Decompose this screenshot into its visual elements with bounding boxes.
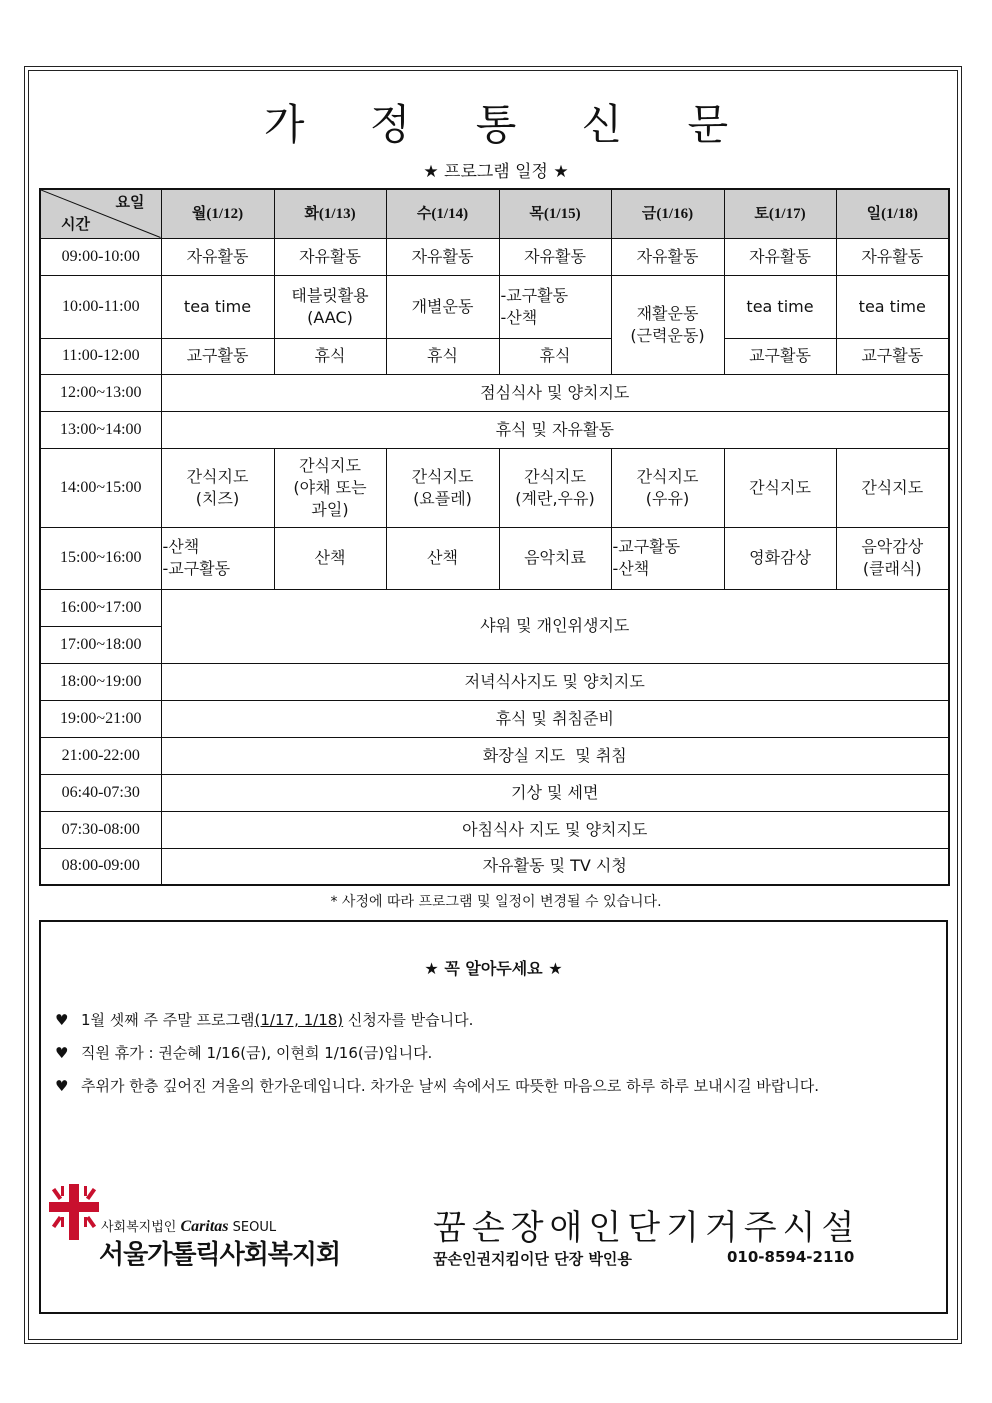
table-row [40,811,949,848]
table-row [40,848,949,885]
table-row [40,374,949,411]
notice-text: 신청자를 받습니다. [343,1011,474,1029]
activity-cell: 영화감상 [724,527,836,589]
merged-activity-cell: 휴식 및 자유활동 [161,411,949,448]
table-row [40,589,949,626]
logo-caritas: Caritas [180,1218,229,1235]
notice-box [39,920,948,1314]
activity-cell: 자유활동 [724,238,836,275]
activity-cell: 간식지도 (치즈) [161,448,274,527]
day-header: 화(1/13) [274,189,386,238]
notice-text: 1월 셋째 주 주말 프로그램 [81,1011,255,1029]
activity-cell: 간식지도 (우유) [611,448,724,527]
notice-underlined-text: (1/17, 1/18) [254,1011,344,1029]
time-cell: 13:00~14:00 [40,411,161,448]
time-cell: 06:40-07:30 [40,774,161,811]
merged-activity-cell: 화장실 지도 및 취침 [161,737,949,774]
activity-cell: 간식지도 (요플레) [386,448,499,527]
activity-cell: 개별운동 [386,275,499,338]
table-row [40,411,949,448]
corner-day-label: 요일 [115,195,145,211]
merged-activity-cell: 샤워 및 개인위생지도 [161,589,949,663]
heart-icon: ♥ [55,1077,69,1095]
activity-cell: tea time [836,275,949,338]
merged-activity-cell: 저녁식사지도 및 양치지도 [161,663,949,700]
time-cell: 15:00~16:00 [40,527,161,589]
cross-logo-icon [49,1184,99,1240]
notice-item [55,1070,925,1103]
time-cell: 14:00~15:00 [40,448,161,527]
activity-cell: 간식지도 (야채 또는 과일) [274,448,386,527]
activity-cell: -교구활동 -산책 [611,527,724,589]
logo-org-name: 서울가톨릭사회복지회 [99,1240,341,1270]
day-header: 일(1/18) [836,189,949,238]
schedule-table [39,188,950,886]
merged-activity-cell: 휴식 및 취침준비 [161,700,949,737]
activity-cell: 산책 [386,527,499,589]
day-header: 목(1/15) [499,189,611,238]
logo-seoul: SEOUL [232,1220,277,1235]
heart-icon: ♥ [55,1044,69,1062]
notice-text: 직원 휴가 : 권순혜 1/16(금), 이현희 1/16(금)입니다. [81,1044,433,1062]
activity-cell: 자유활동 [161,238,274,275]
table-row [40,527,949,589]
activity-cell: 간식지도 [836,448,949,527]
table-row [40,448,949,527]
header-row [40,189,949,238]
corner-header [40,189,161,238]
merged-activity-cell: 기상 및 세면 [161,774,949,811]
table-row [40,700,949,737]
activity-cell: 자유활동 [386,238,499,275]
notice-item [55,1004,925,1037]
table-row [40,774,949,811]
merged-activity-cell: 자유활동 및 TV 시청 [161,848,949,885]
notice-item [55,1037,925,1070]
day-header: 월(1/12) [161,189,274,238]
activity-cell: 교구활동 [724,338,836,374]
activity-cell: 휴식 [386,338,499,374]
time-cell: 21:00-22:00 [40,737,161,774]
activity-cell: 자유활동 [836,238,949,275]
leader-name: 꿈손인권지킴이단 단장 박인용 [433,1250,632,1268]
activity-cell: 휴식 [274,338,386,374]
activity-cell: 재활운동 (근력운동) [611,275,724,374]
table-row [40,737,949,774]
day-header: 금(1/16) [611,189,724,238]
notice-text: 추위가 한층 깊어진 겨울의 한가운데입니다. 차가운 날씨 속에서도 따뜻한 마음으로 하루 하루 보내시길 바랍니다. [81,1077,820,1095]
time-cell: 11:00-12:00 [40,338,161,374]
table-row [40,238,949,275]
facility-name: 꿈손장애인단기거주시설 [433,1208,861,1248]
phone-number: 010-8594-2110 [727,1248,855,1266]
activity-cell: 교구활동 [836,338,949,374]
day-header: 수(1/14) [386,189,499,238]
caritas-cross-logo [49,1184,99,1244]
time-cell: 19:00~21:00 [40,700,161,737]
activity-cell: 자유활동 [611,238,724,275]
activity-cell: 휴식 [499,338,611,374]
activity-cell: 음악감상 (클래식) [836,527,949,589]
activity-cell: -산책 -교구활동 [161,527,274,589]
table-row [40,275,949,338]
activity-cell: 자유활동 [274,238,386,275]
time-cell: 18:00~19:00 [40,663,161,700]
activity-cell: 자유활동 [499,238,611,275]
logo-prefix: 사회복지법인 [101,1220,177,1235]
corner-time-label: 시간 [61,216,90,233]
table-row [40,338,949,374]
activity-cell: 교구활동 [161,338,274,374]
activity-cell: -교구활동 -산책 [499,275,611,338]
activity-cell: 간식지도 (계란,우유) [499,448,611,527]
merged-activity-cell: 아침식사 지도 및 양치지도 [161,811,949,848]
time-cell: 16:00~17:00 [40,589,161,626]
activity-cell: 태블릿활용 (AAC) [274,275,386,338]
heart-icon: ♥ [55,1011,69,1029]
notice-heading: ★ 꼭 알아두세요 ★ [424,959,563,978]
time-cell: 09:00-10:00 [40,238,161,275]
time-cell: 08:00-09:00 [40,848,161,885]
activity-cell: 간식지도 [724,448,836,527]
merged-activity-cell: 점심식사 및 양치지도 [161,374,949,411]
time-cell: 17:00~18:00 [40,626,161,663]
table-row [40,663,949,700]
time-cell: 07:30-08:00 [40,811,161,848]
activity-cell: 산책 [274,527,386,589]
page-title: 가 정 통 신 문 [263,100,755,149]
activity-cell: 음악치료 [499,527,611,589]
time-cell: 10:00-11:00 [40,275,161,338]
schedule-subtitle: ★ 프로그램 일정 ★ [423,162,569,182]
activity-cell: tea time [161,275,274,338]
time-cell: 12:00~13:00 [40,374,161,411]
logo-caption [101,1216,276,1236]
activity-cell: tea time [724,275,836,338]
day-header: 토(1/17) [724,189,836,238]
schedule-change-note: * 사정에 따라 프로그램 및 일정이 변경될 수 있습니다. [330,894,662,910]
